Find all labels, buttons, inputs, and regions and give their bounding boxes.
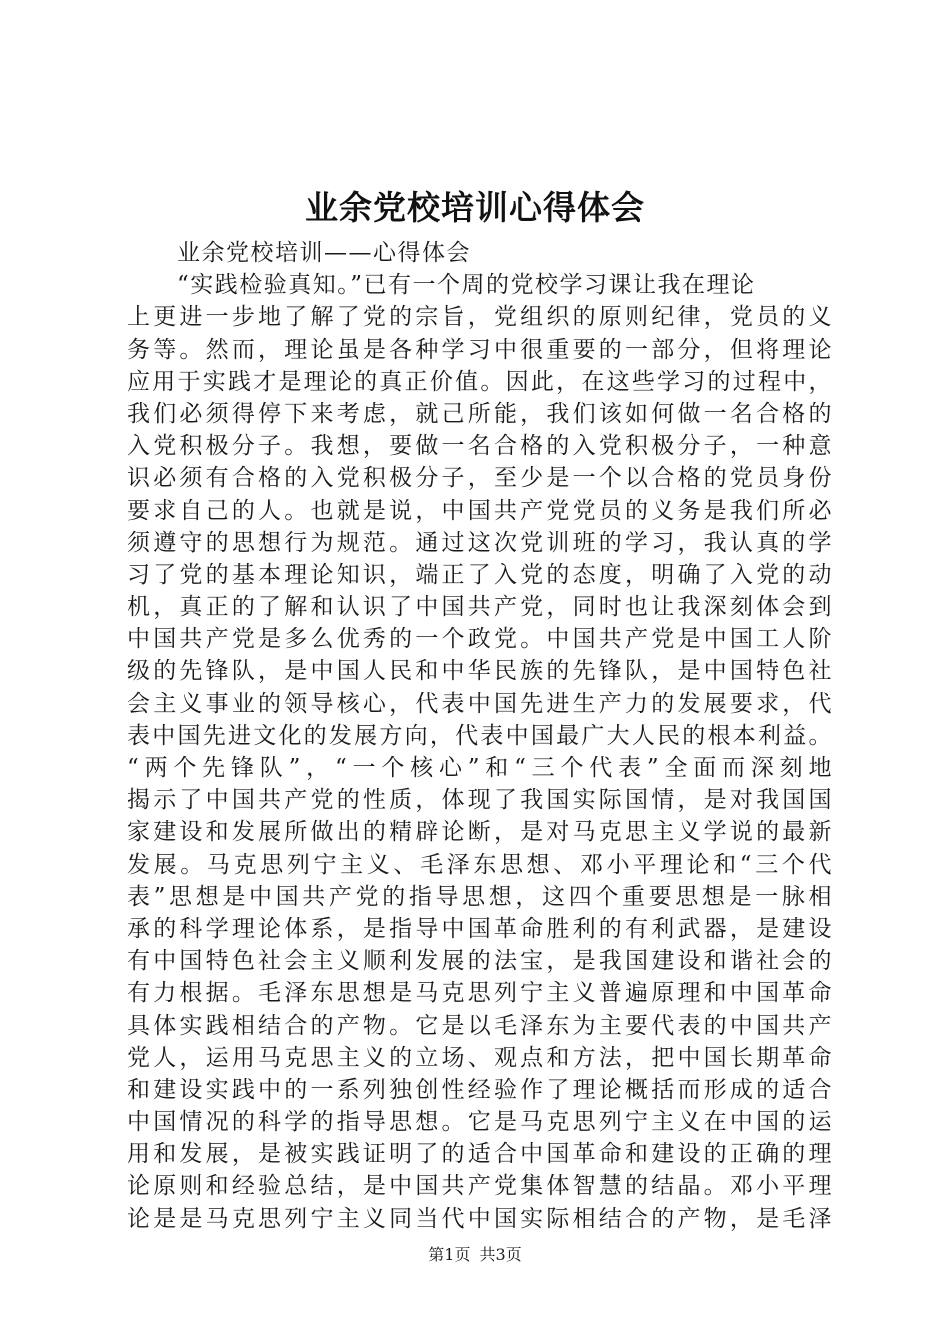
document-subtitle: 业余党校培训——心得体会 [177,240,471,266]
paragraph-line: 家建设和发展所做出的精辟论断，是对马克思主义学说的最新 [127,819,833,846]
paragraph-line: 入党积极分子。我想，要做一名合格的入党积极分子，一种意 [127,433,833,460]
paragraph-line: 要求自己的人。也就是说，中国共产党党员的义务是我们所必 [127,497,833,524]
paragraph-line: 表中国先进文化的发展方向，代表中国最广大人民的根本利益。 [127,722,833,749]
paragraph-line: 习了党的基本理论知识，端正了入党的态度，明确了入党的动 [127,561,833,588]
paragraph-line: 论原则和经验总结，是中国共产党集体智慧的结晶。邓小平理 [127,1173,833,1200]
paragraph-line: 发展。马克思列宁主义、毛泽东思想、邓小平理论和“三个代 [127,851,833,878]
paragraph-line: 和建设实践中的一系列独创性经验作了理论概括而形成的适合 [127,1076,833,1103]
paragraph-line: 上更进一步地了解了党的宗旨，党组织的原则纪律，党员的义 [127,304,833,331]
paragraph-line: 中国情况的科学的指导思想。它是马克思列宁主义在中国的运 [127,1109,833,1136]
paragraph-line: 机，真正的了解和认识了中国共产党，同时也让我深刻体会到 [127,594,833,621]
paragraph-line: 用和发展，是被实践证明了的适合中国革命和建设的正确的理 [127,1141,833,1168]
paragraph-line: 论是是马克思列宁主义同当代中国实际相结合的产物，是毛泽 [127,1205,833,1232]
document-title: 业余党校培训心得体会 [305,188,645,227]
paragraph-line: “实践检验真知。”已有一个周的党校学习课让我在理论 [177,272,756,299]
paragraph-line: 级的先锋队，是中国人民和中华民族的先锋队，是中国特色社 [127,658,833,685]
paragraph-line: 具体实践相结合的产物。它是以毛泽东为主要代表的中国共产 [127,1012,833,1039]
paragraph-line: 我们必须得停下来考虑，就己所能，我们该如何做一名合格的 [127,400,833,427]
page-number-footer: 第1页 共3页 [428,1245,522,1264]
paragraph-line: 承的科学理论体系，是指导中国革命胜利的有利武器，是建设 [127,915,833,942]
paragraph-line: 党人，运用马克思主义的立场、观点和方法，把中国长期革命 [127,1044,833,1071]
paragraph-line: 应用于实践才是理论的真正价值。因此，在这些学习的过程中， [127,368,833,395]
paragraph-line: 会主义事业的领导核心，代表中国先进生产力的发展要求，代 [127,690,833,717]
paragraph-line: 揭示了中国共产党的性质，体现了我国实际国情，是对我国国 [127,787,833,814]
paragraph-line: 表”思想是中国共产党的指导思想，这四个重要思想是一脉相 [127,883,833,910]
paragraph-line: 有中国特色社会主义顺利发展的法宝，是我国建设和谐社会的 [127,948,833,975]
paragraph-line: 识必须有合格的入党积极分子，至少是一个以合格的党员身份 [127,465,833,492]
paragraph-line: 须遵守的思想行为规范。通过这次党训班的学习，我认真的学 [127,529,833,556]
paragraph-line: 务等。然而，理论虽是各种学习中很重要的一部分，但将理论 [127,336,833,363]
paragraph-line: 中国共产党是多么优秀的一个政党。中国共产党是中国工人阶 [127,626,833,653]
paragraph-line: 有力根据。毛泽东思想是马克思列宁主义普遍原理和中国革命 [127,980,833,1007]
paragraph-line: “两个先锋队”，“一个核心”和“三个代表”全面而深刻地 [127,755,833,781]
document-body [127,237,833,1235]
